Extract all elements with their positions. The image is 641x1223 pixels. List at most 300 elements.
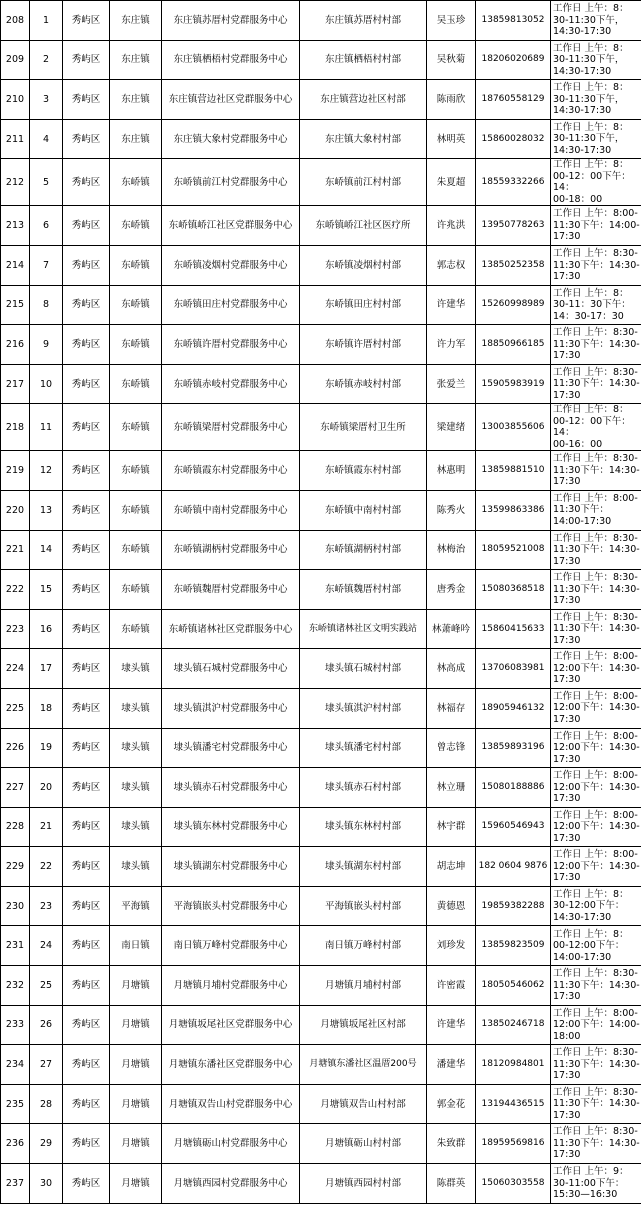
address-cell: 东峤镇赤岐村村部 xyxy=(300,364,427,404)
table-row xyxy=(1,728,641,768)
contact-cell: 唐秀金 xyxy=(427,570,476,610)
town-cell: 南日镇 xyxy=(110,926,162,966)
table-row xyxy=(1,245,641,285)
local-index-cell: 30 xyxy=(30,1164,63,1204)
hours-cell: 工作日 上午：8:30- 11:30下午：14:30- 17:30 xyxy=(551,1084,641,1124)
contact-cell: 许建华 xyxy=(427,285,476,325)
address-cell: 月塘镇东潘社区温厝200号 xyxy=(300,1045,427,1085)
hours-cell: 工作日 上午：9： 30-11:00下午： 15:30—16:30 xyxy=(551,1164,641,1204)
global-index-cell: 231 xyxy=(1,926,30,966)
service-center-cell: 月塘镇西园村党群服务中心 xyxy=(162,1164,300,1204)
district-cell: 秀屿区 xyxy=(63,1164,110,1204)
district-cell: 秀屿区 xyxy=(63,490,110,530)
phone-cell: 15260998989 xyxy=(476,285,551,325)
local-index-cell: 2 xyxy=(30,40,63,80)
service-center-cell: 月塘镇双告山村党群服务中心 xyxy=(162,1084,300,1124)
local-index-cell: 16 xyxy=(30,609,63,649)
address-cell: 月塘镇砺山村村部 xyxy=(300,1124,427,1164)
service-center-cell: 埭头镇东林村党群服务中心 xyxy=(162,807,300,847)
global-index-cell: 223 xyxy=(1,609,30,649)
address-cell: 埭头镇石城村村部 xyxy=(300,649,427,689)
address-cell: 东峤镇凌烟村村部 xyxy=(300,245,427,285)
service-center-cell: 月塘镇砺山村党群服务中心 xyxy=(162,1124,300,1164)
address-cell: 东峤镇田庄村村部 xyxy=(300,285,427,325)
contact-cell: 张爱兰 xyxy=(427,364,476,404)
table-row xyxy=(1,285,641,325)
service-center-cell: 东峤镇凌烟村党群服务中心 xyxy=(162,245,300,285)
local-index-cell: 20 xyxy=(30,768,63,808)
phone-cell: 18059521008 xyxy=(476,530,551,570)
contact-cell: 林高成 xyxy=(427,649,476,689)
table-row xyxy=(1,1,641,41)
global-index-cell: 229 xyxy=(1,847,30,887)
local-index-cell: 10 xyxy=(30,364,63,404)
phone-cell: 13194436515 xyxy=(476,1084,551,1124)
address-cell: 东峤镇中南村村部 xyxy=(300,490,427,530)
address-cell: 月塘镇月埔村村部 xyxy=(300,966,427,1006)
district-cell: 秀屿区 xyxy=(63,1005,110,1045)
phone-cell: 13850252358 xyxy=(476,245,551,285)
service-center-cell: 埭头镇赤石村党群服务中心 xyxy=(162,768,300,808)
town-cell: 东峤镇 xyxy=(110,206,162,246)
hours-cell: 工作日 上午：8:30- 11:30下午：14:30- 17:30 xyxy=(551,325,641,365)
town-cell: 东庄镇 xyxy=(110,1,162,41)
global-index-cell: 216 xyxy=(1,325,30,365)
service-center-cell: 东峤镇魏厝村党群服务中心 xyxy=(162,570,300,610)
service-center-cell: 南日镇万峰村党群服务中心 xyxy=(162,926,300,966)
town-cell: 东峤镇 xyxy=(110,404,162,451)
table-row xyxy=(1,847,641,887)
district-cell: 秀屿区 xyxy=(63,1084,110,1124)
contact-cell: 吴秋菊 xyxy=(427,40,476,80)
address-cell: 平海镇嵌头村村部 xyxy=(300,886,427,926)
district-cell: 秀屿区 xyxy=(63,530,110,570)
global-index-cell: 217 xyxy=(1,364,30,404)
hours-cell: 工作日 上午：8： 00-12：00下午：14： 00-16：00 xyxy=(551,404,641,451)
hours-cell: 工作日 上午：8:00- 12:00下午：14:30- 17:30 xyxy=(551,847,641,887)
hours-cell: 工作日 上午：8:00- 12:00下午：14:30- 17:30 xyxy=(551,807,641,847)
local-index-cell: 12 xyxy=(30,451,63,491)
contact-cell: 陈秀火 xyxy=(427,490,476,530)
global-index-cell: 209 xyxy=(1,40,30,80)
table-row xyxy=(1,159,641,206)
town-cell: 平海镇 xyxy=(110,886,162,926)
contact-cell: 胡志坤 xyxy=(427,847,476,887)
town-cell: 东庄镇 xyxy=(110,119,162,159)
district-cell: 秀屿区 xyxy=(63,966,110,1006)
hours-cell: 工作日 上午：8:30- 11:30下午：14:30- 17:30 xyxy=(551,530,641,570)
table-row xyxy=(1,649,641,689)
global-index-cell: 228 xyxy=(1,807,30,847)
phone-cell: 18559332266 xyxy=(476,159,551,206)
local-index-cell: 8 xyxy=(30,285,63,325)
town-cell: 东峤镇 xyxy=(110,530,162,570)
district-cell: 秀屿区 xyxy=(63,159,110,206)
service-center-cell: 东峤镇湖柄村党群服务中心 xyxy=(162,530,300,570)
contact-cell: 林梅治 xyxy=(427,530,476,570)
hours-cell: 工作日 上午：8:30- 11:30下午：14:30- 17:30 xyxy=(551,1045,641,1085)
district-cell: 秀屿区 xyxy=(63,609,110,649)
service-center-cell: 东峤镇峤江社区党群服务中心 xyxy=(162,206,300,246)
contact-cell: 郭金花 xyxy=(427,1084,476,1124)
service-center-cell: 东庄镇营边社区党群服务中心 xyxy=(162,80,300,120)
global-index-cell: 236 xyxy=(1,1124,30,1164)
address-cell: 东庄镇大象村村部 xyxy=(300,119,427,159)
town-cell: 东峤镇 xyxy=(110,285,162,325)
global-index-cell: 210 xyxy=(1,80,30,120)
district-cell: 秀屿区 xyxy=(63,451,110,491)
contact-cell: 许建华 xyxy=(427,1005,476,1045)
address-cell: 埭头镇东林村村部 xyxy=(300,807,427,847)
address-cell: 东庄镇栖梧村村部 xyxy=(300,40,427,80)
contact-cell: 林萧峰吟 xyxy=(427,609,476,649)
town-cell: 月塘镇 xyxy=(110,1045,162,1085)
local-index-cell: 29 xyxy=(30,1124,63,1164)
hours-cell: 工作日 上午：8:30- 11:30下午：14:30- 17:30 xyxy=(551,245,641,285)
service-center-cell: 东峤镇中南村党群服务中心 xyxy=(162,490,300,530)
district-cell: 秀屿区 xyxy=(63,688,110,728)
town-cell: 埭头镇 xyxy=(110,768,162,808)
table-row xyxy=(1,570,641,610)
table-row xyxy=(1,926,641,966)
phone-cell: 18050546062 xyxy=(476,966,551,1006)
town-cell: 埭头镇 xyxy=(110,649,162,689)
service-center-cell: 平海镇嵌头村党群服务中心 xyxy=(162,886,300,926)
address-cell: 东峤镇诸林社区文明实践站 xyxy=(300,609,427,649)
table-row xyxy=(1,325,641,365)
contact-cell: 林福存 xyxy=(427,688,476,728)
local-index-cell: 6 xyxy=(30,206,63,246)
table-row xyxy=(1,688,641,728)
address-cell: 东庄镇苏厝村村部 xyxy=(300,1,427,41)
hours-cell: 工作日 上午：8:00- 12:00下午：14:30- 17:30 xyxy=(551,728,641,768)
table-row xyxy=(1,886,641,926)
service-center-cell: 埭头镇石城村党群服务中心 xyxy=(162,649,300,689)
local-index-cell: 9 xyxy=(30,325,63,365)
global-index-cell: 213 xyxy=(1,206,30,246)
table-row xyxy=(1,364,641,404)
phone-cell: 13859881510 xyxy=(476,451,551,491)
table-row xyxy=(1,404,641,451)
table-row xyxy=(1,490,641,530)
contact-cell: 曾志锋 xyxy=(427,728,476,768)
service-center-cell: 埭头镇湖东村党群服务中心 xyxy=(162,847,300,887)
table-row xyxy=(1,451,641,491)
hours-cell: 工作日 上午：8： 30-11:30下午， 14:30-17:30 xyxy=(551,1,641,41)
district-cell: 秀屿区 xyxy=(63,926,110,966)
district-cell: 秀屿区 xyxy=(63,728,110,768)
address-cell: 埭头镇赤石村村部 xyxy=(300,768,427,808)
contact-cell: 林宇群 xyxy=(427,807,476,847)
phone-cell: 13859823509 xyxy=(476,926,551,966)
service-center-cell: 月塘镇月埔村党群服务中心 xyxy=(162,966,300,1006)
service-center-cell: 东庄镇大象村党群服务中心 xyxy=(162,119,300,159)
district-cell: 秀屿区 xyxy=(63,886,110,926)
local-index-cell: 26 xyxy=(30,1005,63,1045)
service-center-cell: 东峤镇田庄村党群服务中心 xyxy=(162,285,300,325)
local-index-cell: 7 xyxy=(30,245,63,285)
hours-cell: 工作日 上午：8:30- 11:30下午：14:30- 17:30 xyxy=(551,609,641,649)
table-body xyxy=(1,1,641,1204)
contact-cell: 郭志权 xyxy=(427,245,476,285)
global-index-cell: 225 xyxy=(1,688,30,728)
phone-cell: 13706083981 xyxy=(476,649,551,689)
service-center-cell: 埭头镇淇沪村党群服务中心 xyxy=(162,688,300,728)
district-cell: 秀屿区 xyxy=(63,1,110,41)
phone-cell: 15080368518 xyxy=(476,570,551,610)
global-index-cell: 232 xyxy=(1,966,30,1006)
hours-cell: 工作日 上午：8： 00-12：00下午：14： 00-18：00 xyxy=(551,159,641,206)
service-center-cell: 东峤镇梁厝村党群服务中心 xyxy=(162,404,300,451)
hours-cell: 工作日 上午：8:00- 12:00下午：14:30- 17:30 xyxy=(551,768,641,808)
global-index-cell: 222 xyxy=(1,570,30,610)
table-row xyxy=(1,119,641,159)
contact-cell: 刘珍发 xyxy=(427,926,476,966)
local-index-cell: 27 xyxy=(30,1045,63,1085)
address-cell: 月塘镇西园村村部 xyxy=(300,1164,427,1204)
district-cell: 秀屿区 xyxy=(63,285,110,325)
hours-cell: 工作日 上午：8:00- 11:30下午：14:00- 17:30 xyxy=(551,206,641,246)
local-index-cell: 4 xyxy=(30,119,63,159)
table-row xyxy=(1,1005,641,1045)
global-index-cell: 214 xyxy=(1,245,30,285)
hours-cell: 工作日 上午：8： 30-11:30下午， 14:30-17:30 xyxy=(551,40,641,80)
local-index-cell: 1 xyxy=(30,1,63,41)
service-center-cell: 东峤镇许厝村党群服务中心 xyxy=(162,325,300,365)
global-index-cell: 220 xyxy=(1,490,30,530)
town-cell: 月塘镇 xyxy=(110,1164,162,1204)
town-cell: 埭头镇 xyxy=(110,728,162,768)
district-cell: 秀屿区 xyxy=(63,768,110,808)
address-cell: 埭头镇潘宅村村部 xyxy=(300,728,427,768)
town-cell: 月塘镇 xyxy=(110,1084,162,1124)
table-row xyxy=(1,1124,641,1164)
hours-cell: 工作日 上午：8:30- 11:30下午：14:30- 17:30 xyxy=(551,966,641,1006)
phone-cell: 15905983919 xyxy=(476,364,551,404)
address-cell: 东峤镇魏厝村村部 xyxy=(300,570,427,610)
hours-cell: 工作日 上午：8:30- 11:30下午：14:30- 17:30 xyxy=(551,570,641,610)
town-cell: 月塘镇 xyxy=(110,966,162,1006)
table-row xyxy=(1,80,641,120)
global-index-cell: 221 xyxy=(1,530,30,570)
district-cell: 秀屿区 xyxy=(63,80,110,120)
hours-cell: 工作日 上午：8:00- 12:00下午：14:00- 18:00 xyxy=(551,1005,641,1045)
address-cell: 东峤镇峤江社区医疗所 xyxy=(300,206,427,246)
town-cell: 月塘镇 xyxy=(110,1124,162,1164)
service-center-cell: 东峤镇赤岐村党群服务中心 xyxy=(162,364,300,404)
phone-cell: 15860028032 xyxy=(476,119,551,159)
hours-cell: 工作日 上午：8： 00-12:00下午： 14:00-17:30 xyxy=(551,926,641,966)
phone-cell: 15080188886 xyxy=(476,768,551,808)
global-index-cell: 230 xyxy=(1,886,30,926)
local-index-cell: 22 xyxy=(30,847,63,887)
service-center-cell: 月塘镇东潘社区党群服务中心 xyxy=(162,1045,300,1085)
address-cell: 东峤镇前江村村部 xyxy=(300,159,427,206)
local-index-cell: 24 xyxy=(30,926,63,966)
town-cell: 东峤镇 xyxy=(110,159,162,206)
district-cell: 秀屿区 xyxy=(63,1045,110,1085)
table-row xyxy=(1,530,641,570)
phone-cell: 15860415633 xyxy=(476,609,551,649)
hours-cell: 工作日 上午：8： 30-11：30下午： 14：30-17：30 xyxy=(551,285,641,325)
contact-cell: 陈群英 xyxy=(427,1164,476,1204)
town-cell: 埭头镇 xyxy=(110,688,162,728)
address-cell: 月塘镇双告山村村部 xyxy=(300,1084,427,1124)
global-index-cell: 212 xyxy=(1,159,30,206)
table-row xyxy=(1,1084,641,1124)
phone-cell: 15960546943 xyxy=(476,807,551,847)
local-index-cell: 28 xyxy=(30,1084,63,1124)
contact-cell: 梁建绪 xyxy=(427,404,476,451)
phone-cell: 13950778263 xyxy=(476,206,551,246)
contact-cell: 林明英 xyxy=(427,119,476,159)
global-index-cell: 227 xyxy=(1,768,30,808)
hours-cell: 工作日 上午：8： 30-11:30下午， 14:30-17:30 xyxy=(551,80,641,120)
address-cell: 月塘镇坂尾社区村部 xyxy=(300,1005,427,1045)
contact-cell: 黄德恩 xyxy=(427,886,476,926)
hours-cell: 工作日 上午：8:00- 11:30下午： 14:00-17:30 xyxy=(551,490,641,530)
address-cell: 东峤镇霞东村村部 xyxy=(300,451,427,491)
town-cell: 东峤镇 xyxy=(110,364,162,404)
district-cell: 秀屿区 xyxy=(63,40,110,80)
phone-cell: 13859813052 xyxy=(476,1,551,41)
contact-cell: 吴玉珍 xyxy=(427,1,476,41)
hours-cell: 工作日 上午：8:00- 12:00下午：14:30- 17:30 xyxy=(551,688,641,728)
service-center-cell: 埭头镇潘宅村党群服务中心 xyxy=(162,728,300,768)
address-cell: 东峤镇湖柄村村部 xyxy=(300,530,427,570)
global-index-cell: 237 xyxy=(1,1164,30,1204)
table-row xyxy=(1,1164,641,1204)
service-center-cell: 东庄镇栖梧村党群服务中心 xyxy=(162,40,300,80)
town-cell: 埭头镇 xyxy=(110,847,162,887)
hours-cell: 工作日 上午：8:00- 12:00下午：14:30- 17:30 xyxy=(551,649,641,689)
global-index-cell: 218 xyxy=(1,404,30,451)
phone-cell: 13859893196 xyxy=(476,728,551,768)
contact-cell: 林惠明 xyxy=(427,451,476,491)
local-index-cell: 5 xyxy=(30,159,63,206)
contact-cell: 朱致群 xyxy=(427,1124,476,1164)
town-cell: 埭头镇 xyxy=(110,807,162,847)
district-cell: 秀屿区 xyxy=(63,1124,110,1164)
table-row xyxy=(1,609,641,649)
contact-cell: 陈雨欣 xyxy=(427,80,476,120)
town-cell: 东峤镇 xyxy=(110,490,162,530)
district-cell: 秀屿区 xyxy=(63,245,110,285)
table-row xyxy=(1,768,641,808)
district-cell: 秀屿区 xyxy=(63,206,110,246)
district-cell: 秀屿区 xyxy=(63,119,110,159)
local-index-cell: 3 xyxy=(30,80,63,120)
address-cell: 南日镇万峰村村部 xyxy=(300,926,427,966)
table-row xyxy=(1,807,641,847)
phone-cell: 15060303558 xyxy=(476,1164,551,1204)
district-cell: 秀屿区 xyxy=(63,847,110,887)
local-index-cell: 21 xyxy=(30,807,63,847)
town-cell: 东峤镇 xyxy=(110,325,162,365)
local-index-cell: 17 xyxy=(30,649,63,689)
local-index-cell: 11 xyxy=(30,404,63,451)
service-center-cell: 东峤镇前江村党群服务中心 xyxy=(162,159,300,206)
phone-cell: 18905946132 xyxy=(476,688,551,728)
hours-cell: 工作日 上午：8:30- 11:30下午：14:30- 17:30 xyxy=(551,451,641,491)
global-index-cell: 235 xyxy=(1,1084,30,1124)
contact-cell: 潘建华 xyxy=(427,1045,476,1085)
phone-cell: 13850246718 xyxy=(476,1005,551,1045)
address-cell: 埭头镇淇沪村村部 xyxy=(300,688,427,728)
hours-cell: 工作日 上午：8： 30-12:00下午： 14:30-17:30 xyxy=(551,886,641,926)
service-center-cell: 东峤镇诸林社区党群服务中心 xyxy=(162,609,300,649)
town-cell: 东峤镇 xyxy=(110,245,162,285)
global-index-cell: 215 xyxy=(1,285,30,325)
district-cell: 秀屿区 xyxy=(63,404,110,451)
district-cell: 秀屿区 xyxy=(63,570,110,610)
phone-cell: 182 0604 9876 xyxy=(476,847,551,887)
global-index-cell: 234 xyxy=(1,1045,30,1085)
hours-cell: 工作日 上午：8： 30-11:30下午， 14:30-17:30 xyxy=(551,119,641,159)
local-index-cell: 15 xyxy=(30,570,63,610)
contact-cell: 朱夏超 xyxy=(427,159,476,206)
service-center-cell: 东庄镇苏厝村党群服务中心 xyxy=(162,1,300,41)
hours-cell: 工作日 上午：8:30- 11:30下午：14:30- 17:30 xyxy=(551,364,641,404)
phone-cell: 18850966185 xyxy=(476,325,551,365)
table-row xyxy=(1,206,641,246)
global-index-cell: 219 xyxy=(1,451,30,491)
address-cell: 东庄镇营边社区村部 xyxy=(300,80,427,120)
district-cell: 秀屿区 xyxy=(63,364,110,404)
town-cell: 东峤镇 xyxy=(110,451,162,491)
global-index-cell: 208 xyxy=(1,1,30,41)
local-index-cell: 23 xyxy=(30,886,63,926)
service-center-cell: 月塘镇坂尾社区党群服务中心 xyxy=(162,1005,300,1045)
contact-cell: 林立珊 xyxy=(427,768,476,808)
phone-cell: 13003855606 xyxy=(476,404,551,451)
local-index-cell: 14 xyxy=(30,530,63,570)
local-index-cell: 25 xyxy=(30,966,63,1006)
service-center-cell: 东峤镇霞东村党群服务中心 xyxy=(162,451,300,491)
phone-cell: 13599863386 xyxy=(476,490,551,530)
town-cell: 月塘镇 xyxy=(110,1005,162,1045)
global-index-cell: 233 xyxy=(1,1005,30,1045)
phone-cell: 18760558129 xyxy=(476,80,551,120)
local-index-cell: 19 xyxy=(30,728,63,768)
phone-cell: 19859382288 xyxy=(476,886,551,926)
contact-cell: 许力军 xyxy=(427,325,476,365)
town-cell: 东庄镇 xyxy=(110,40,162,80)
district-cell: 秀屿区 xyxy=(63,325,110,365)
district-cell: 秀屿区 xyxy=(63,807,110,847)
address-cell: 东峤镇许厝村村部 xyxy=(300,325,427,365)
table-row xyxy=(1,40,641,80)
town-cell: 东峤镇 xyxy=(110,570,162,610)
local-index-cell: 18 xyxy=(30,688,63,728)
address-cell: 东峤镇梁厝村卫生所 xyxy=(300,404,427,451)
global-index-cell: 224 xyxy=(1,649,30,689)
table-row xyxy=(1,1045,641,1085)
phone-cell: 18206020689 xyxy=(476,40,551,80)
contact-cell: 许密霞 xyxy=(427,966,476,1006)
hours-cell: 工作日 上午：8:30- 11:30下午：14:30- 17:30 xyxy=(551,1124,641,1164)
town-cell: 东庄镇 xyxy=(110,80,162,120)
contact-cell: 许兆洪 xyxy=(427,206,476,246)
address-cell: 埭头镇湖东村村部 xyxy=(300,847,427,887)
phone-cell: 18959569816 xyxy=(476,1124,551,1164)
district-cell: 秀屿区 xyxy=(63,649,110,689)
phone-cell: 18120984801 xyxy=(476,1045,551,1085)
table-row xyxy=(1,966,641,1006)
global-index-cell: 211 xyxy=(1,119,30,159)
town-cell: 东峤镇 xyxy=(110,609,162,649)
global-index-cell: 226 xyxy=(1,728,30,768)
